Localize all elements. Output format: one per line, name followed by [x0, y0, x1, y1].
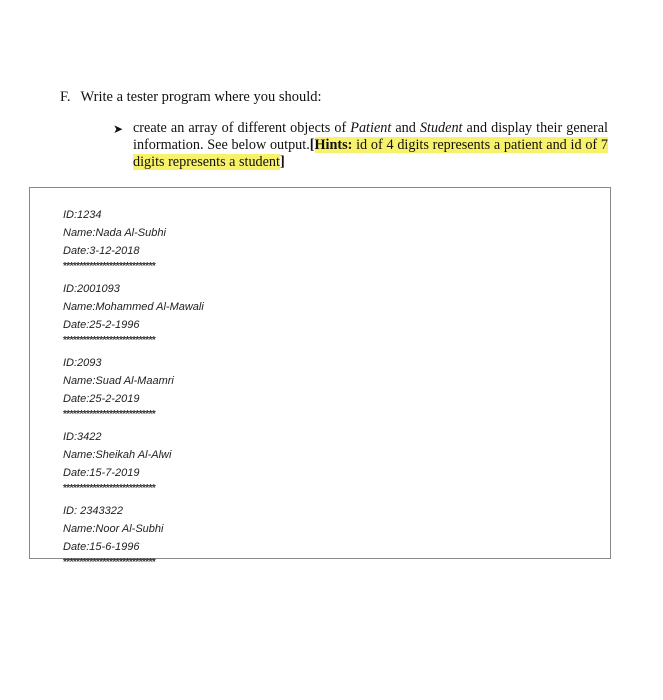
record-id: ID:2093 — [63, 357, 102, 369]
record-id: ID:1234 — [63, 209, 102, 221]
bullet-text-1: create an array of different objects of — [133, 120, 351, 136]
record — [63, 280, 204, 348]
record-date: Date:25-2-1996 — [63, 319, 140, 331]
record — [63, 354, 204, 422]
record — [63, 428, 204, 496]
hint-text: id of 4 digits represents a patient and id of 7 digits represents a student — [133, 137, 608, 170]
bullet-text-2: and — [391, 120, 420, 136]
bullet-item — [113, 120, 608, 171]
record-separator: **************************** — [63, 261, 156, 272]
record — [63, 502, 204, 570]
student-class-name: Student — [419, 120, 463, 136]
record-name: Name:Noor Al-Subhi — [63, 523, 164, 535]
sample-output-box — [29, 187, 611, 568]
record-name: Name:Mohammed Al-Mawali — [63, 301, 204, 313]
patient-class-name: Patient — [350, 120, 392, 136]
record-separator: **************************** — [63, 335, 156, 346]
record-id: ID:3422 — [63, 431, 102, 443]
record-name: Name:Suad Al-Maamri — [63, 375, 174, 387]
record-date: Date:3-12-2018 — [63, 245, 140, 257]
arrow-bullet-icon: ➤ — [113, 122, 124, 136]
record-date: Date:15-7-2019 — [63, 467, 140, 479]
hint-label: Hints: — [314, 137, 353, 153]
record-name: Name:Sheikah Al-Alwi — [63, 449, 172, 461]
record-separator: **************************** — [63, 483, 156, 494]
section-number: F. — [60, 89, 71, 105]
record-name: Name:Nada Al-Subhi — [63, 227, 166, 239]
bullet-paragraph — [133, 120, 608, 171]
record — [63, 206, 204, 274]
hint-close-bracket: ] — [279, 154, 285, 170]
record-date: Date:25-2-2019 — [63, 393, 140, 405]
record-separator: **************************** — [63, 557, 156, 568]
record-id: ID:2001093 — [63, 283, 120, 295]
output-records — [63, 206, 204, 576]
record-id: ID: 2343322 — [63, 505, 123, 517]
section-title: Write a tester program where you should: — [80, 89, 322, 105]
bullet-text-3: and display their general information. See below output. — [133, 120, 608, 153]
hint-open-bracket: [ — [309, 137, 315, 153]
section-heading — [60, 88, 322, 106]
record-separator: **************************** — [63, 409, 156, 420]
record-date: Date:15-6-1996 — [63, 541, 140, 553]
